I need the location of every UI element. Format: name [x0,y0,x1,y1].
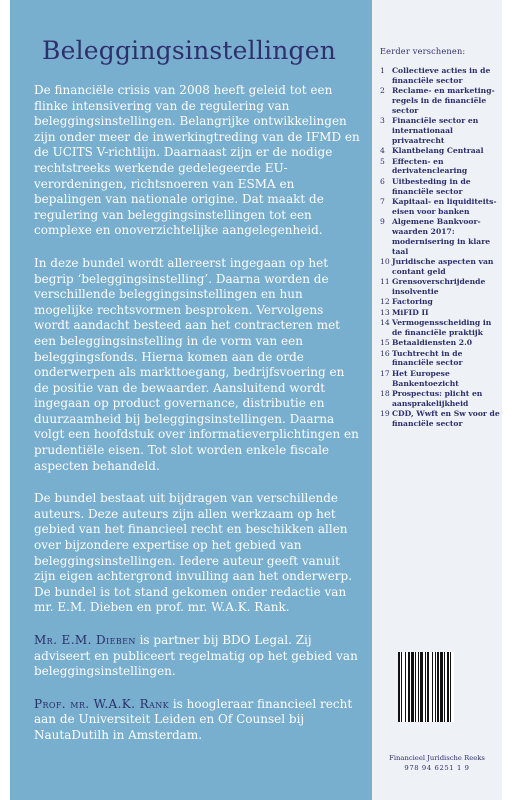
series-item [380,157,500,177]
series-item-number: 3 [380,116,385,126]
series-item [380,369,500,389]
series-item [380,308,500,318]
series-list [380,66,500,429]
series-item-title: Klantbelang Centraal [392,146,484,156]
series-item-title: Juridische aspecten van contant geld [392,256,494,276]
series-item-number: 18 [380,389,390,398]
series-item [380,86,500,115]
series-item-title: Prospectus: plicht en aansprakelijkheid [392,389,483,408]
series-item [380,116,500,145]
series-item-title: Algemene Bankvoor-waarden 2017: modernisering in klare taal [392,217,491,256]
series-item [380,318,500,338]
author-name-rank: Prof. mr. W.A.K. Rank [34,696,169,711]
series-item-title: Factoring [392,297,433,307]
series-item-number: 12 [380,297,390,307]
blurb-paragraph-3: De bundel bestaat uit bijdragen van verschillende auteurs. Deze auteurs zijn allen werkzaam op het gebied van het financieel recht en beschikken allen over bijzondere expertise op het gebied van beleggingsinstellingen. Iedere auteur geeft vanuit zijn eigen achtergrond invulling aan het onderwerp. De bundel is tot stand gekomen onder redactie van mr. E.M. Dieben en prof. mr. W.A.K. Rank. [34,491,353,615]
author-text-dieben: is partner bij BDO Legal. Zij adviseert en publiceert regelmatig op het gebied van beleggingsinstellingen. [34,633,358,679]
series-item-title: Financiële sector en internationaal privaatrecht [392,116,479,145]
barcode [398,652,478,740]
series-heading: Eerder verschenen: [380,46,466,56]
series-item [380,257,500,277]
series-item [380,389,500,409]
series-item-title: Collectieve acties in de financiële sector [392,66,491,85]
series-item-number: 16 [380,348,390,358]
series-item-title: CDD, Wwft en Sw voor de financiële sector [392,409,500,428]
series-item-number: 14 [380,318,390,328]
series-item-title: Betaaldiensten 2.0 [392,338,473,348]
series-item [380,277,500,297]
series-item [380,349,500,369]
series-item [380,297,500,307]
series-item-number: 1 [380,66,385,75]
series-item-number: 11 [380,277,390,287]
series-item [380,146,500,156]
series-item-number: 19 [380,409,390,419]
series-item [380,66,500,86]
barcode-series-label: Financieel Juridische Reeks [389,754,485,762]
series-item [380,409,500,429]
series-item-number: 17 [380,368,390,378]
series-item-number: 2 [380,86,385,96]
series-item-title: MiFID II [392,307,429,317]
series-item-title: Tuchtrecht in de financiële sector [392,348,463,368]
series-item-title: Grensoverschrijdende insolventie [392,277,486,296]
blurb-paragraph-1: De financiële crisis van 2008 heeft geleid tot een flinke intensivering van de regulering van beleggingsinstellingen. Belangrijke ontwikkelingen zijn onder meer de inwerkingtreding van de IFMD en de UCITS V-richtlijn. Daarnaast zijn er de nodige rechtstreeks werkende gedelegeerde EU-verordeningen, richtsnoeren van ESMA en bepalingen van nationale origine. Dat maakt de regulering van beleggingsinstellingen tot een complexe en onoverzichtelijke aangelegenheid. [34,83,360,238]
barcode-bars [398,652,478,722]
series-item-title: Reclame- en marketing-regels in de financiële sector [392,86,495,115]
series-item-number: 6 [380,176,385,186]
series-item-number: 15 [380,338,390,348]
author-text-rank: is hoogleraar financieel recht aan de Universiteit Leiden en Of Counsel bij NautaDutilh in Amsterdam. [34,696,353,742]
series-item [380,217,500,256]
series-item-number: 9 [380,217,385,227]
author-bio-dieben [34,633,360,680]
series-item-number: 7 [380,196,385,206]
series-item-title: Kapitaal- en liquiditeits-eisen voor banken [392,196,497,216]
author-name-dieben: Mr. E.M. Dieben [34,633,136,647]
series-item-title: Uitbesteding in de financiële sector [392,176,471,196]
blurb-paragraph-2: In deze bundel wordt allereerst ingegaan op het begrip ‘beleggingsinstelling’. Daarna worden de verschillende beleggingsinstellingen en hun mogelijke rechtsvormen besproken. Vervolgens wordt aandacht besteed aan het contracteren met een beleggingsinstelling in de vorm van een beleggingsfonds. Hierna komen aan de orde onderwerpen als markttoegang, bedrijfsvoering en de positie van de bewaarder. Aansluitend wordt ingegaan op product governance, distributie en duurzaamheid bij beleggingsinstellingen. Daarna volgt een hoofdstuk over informatieverplichtingen en prudentiële eisen. Tot slot worden enkele fiscale aspecten behandeld. [34,255,359,473]
series-item-title: Het Europese Bankentoezicht [392,368,459,388]
series-item-number: 10 [380,256,390,266]
blurb-column [34,36,360,761]
series-item [380,177,500,197]
series-item-number: 5 [380,156,385,166]
series-item-number: 13 [380,307,390,317]
author-bio-rank [34,697,360,744]
barcode-bar [451,652,454,722]
series-item [380,338,500,348]
series-item-title: Vermogensscheiding in de financiële praktijk [392,318,492,337]
series-item-title: Effecten- en derivatenclearing [392,156,468,176]
barcode-isbn: 978 94 6251 1 9 [404,764,470,772]
series-item-number: 4 [380,146,385,156]
series-item [380,197,500,217]
book-title: Beleggingsinstellingen [42,36,337,65]
